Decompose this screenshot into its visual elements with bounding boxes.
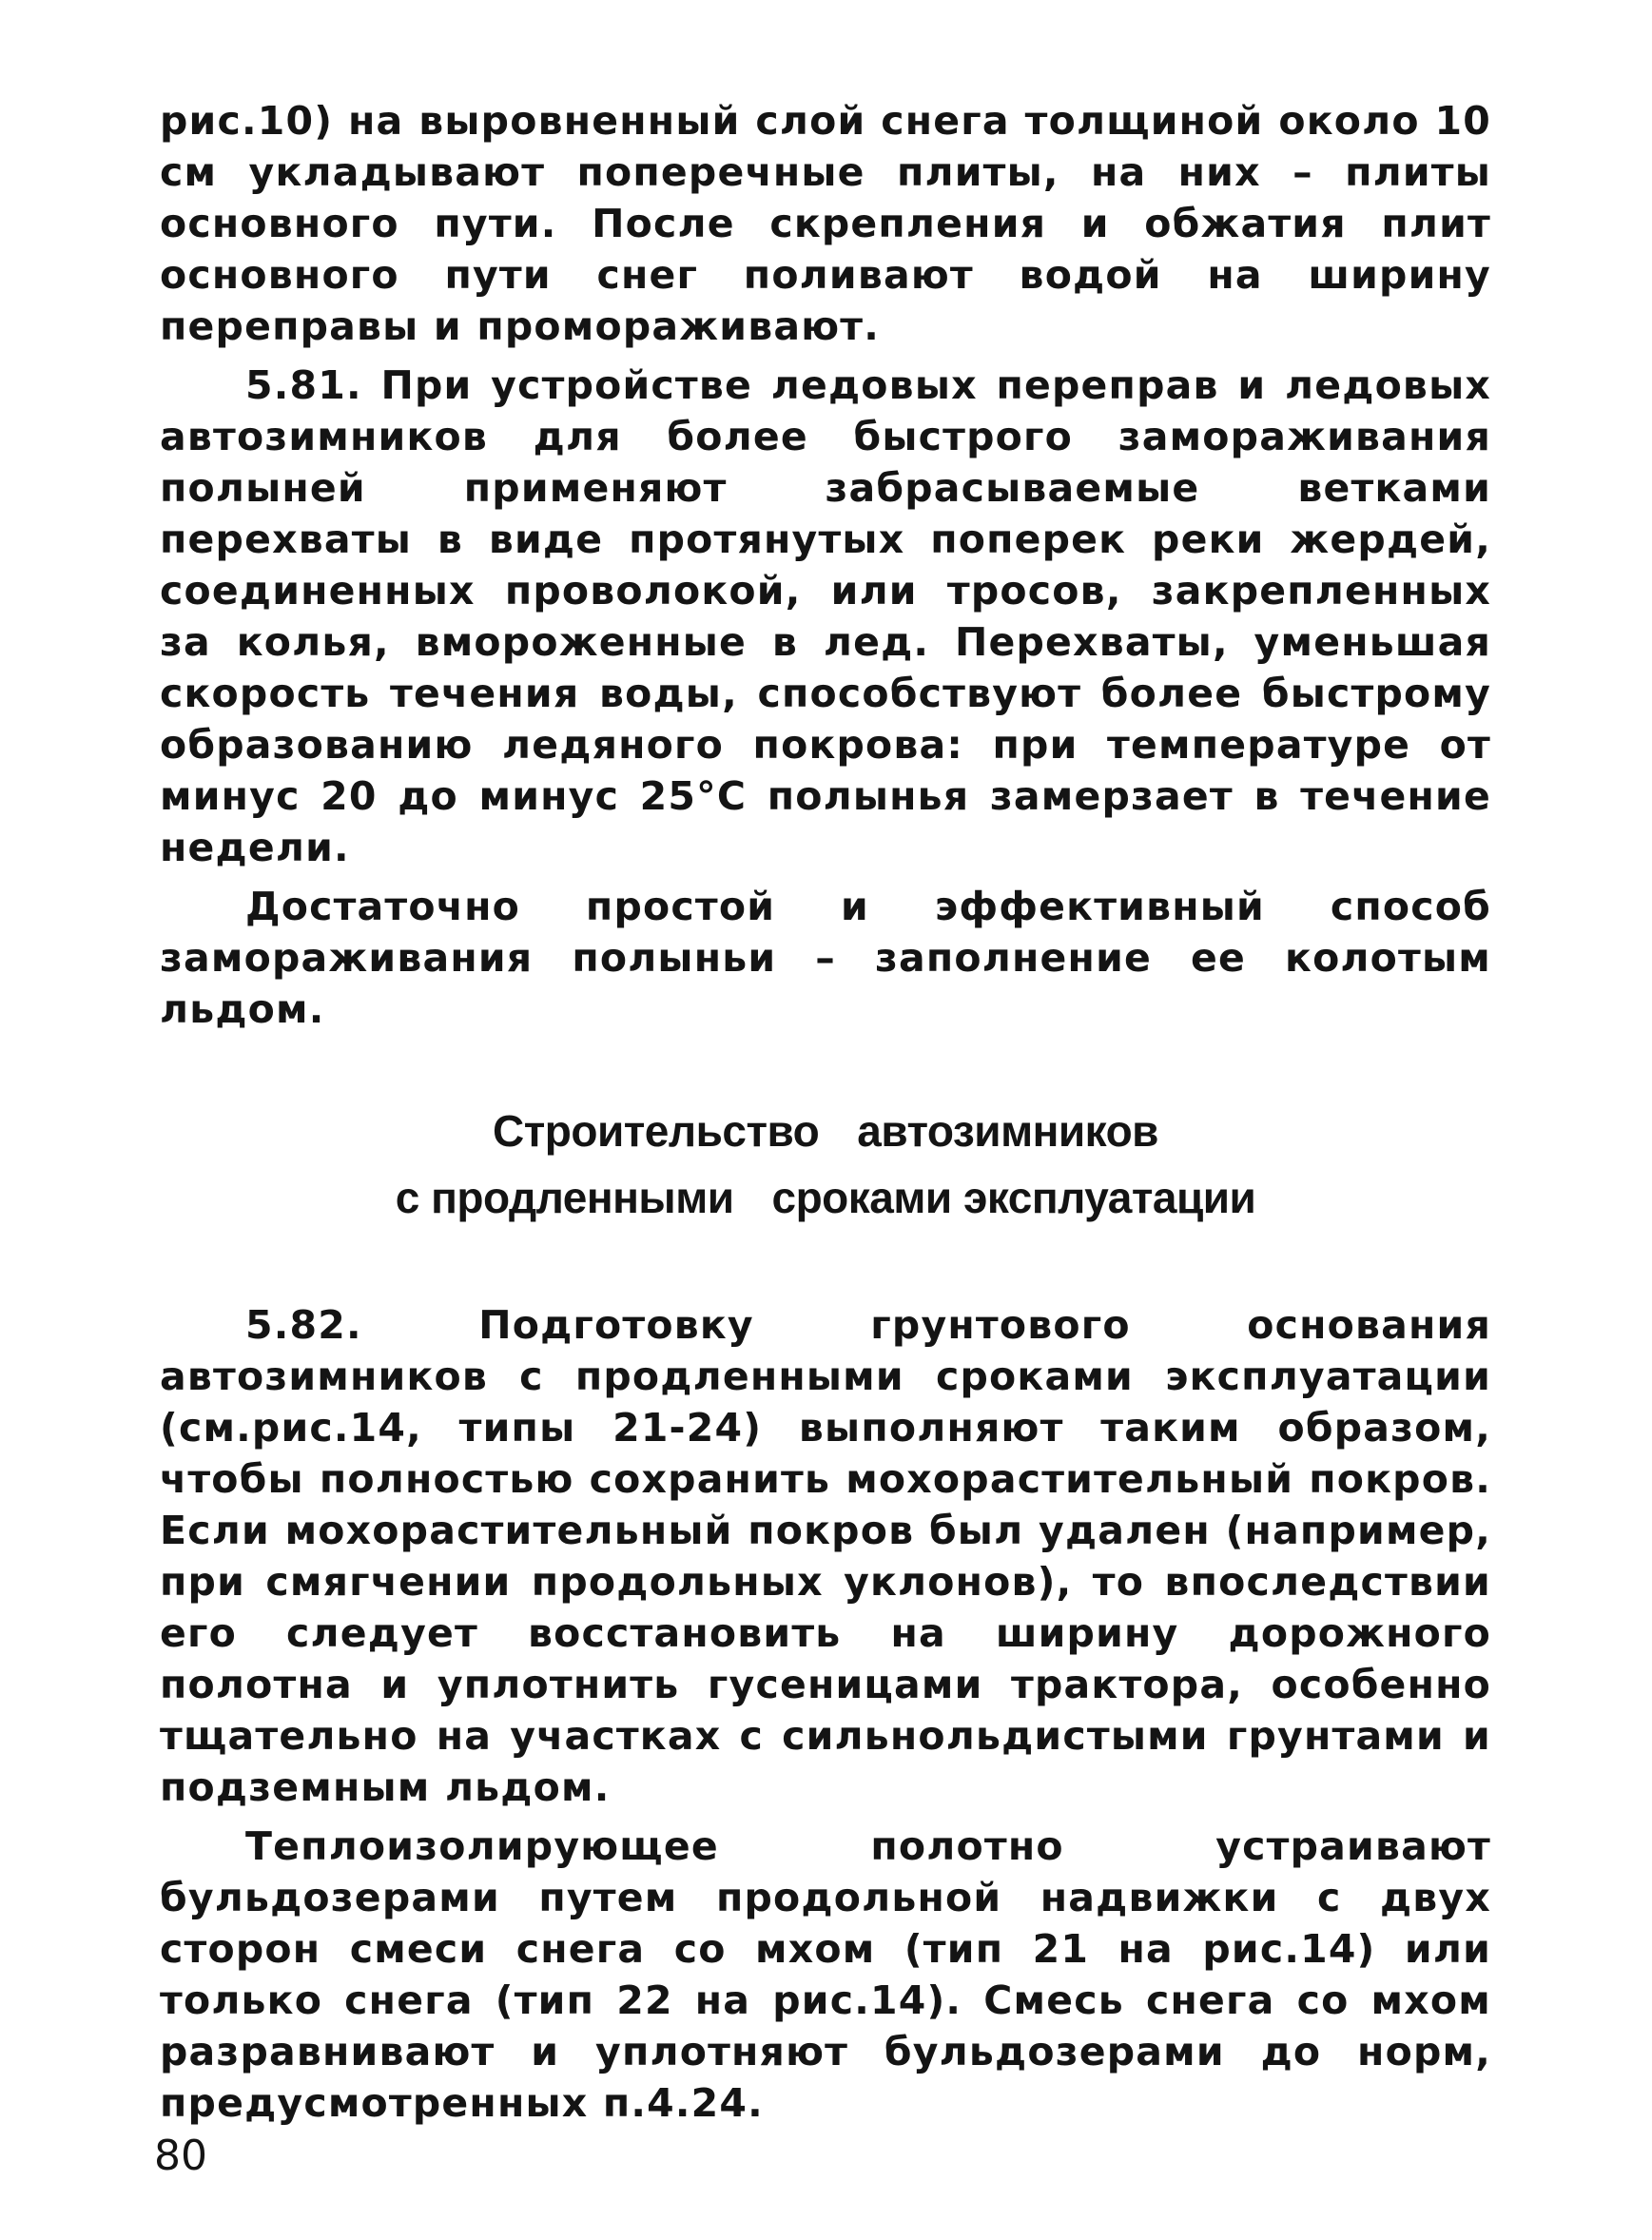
section-heading-part-3: с продленными — [395, 1173, 734, 1222]
paragraph-continued: рис.10) на выровненный слой снега толщиной около 10 см укладывают поперечные плиты, на них – плиты основного пути. После скрепления и обжатия плит основного пути снег поливают водой на ширину переправы и проморaживают. — [160, 98, 1491, 349]
paragraph-freezing-method: Достаточно простой и эффективный способ замораживания полыньи – заполнение ее колотым льдом. — [160, 884, 1491, 1032]
page-number: 80 — [154, 2132, 207, 2180]
section-heading-line-2 — [160, 1164, 1491, 1231]
section-heading — [160, 1098, 1491, 1231]
paragraph-5-81: 5.81. При устройстве ледовых переправ и ледовых автозимников для более быстрого замораживания полыней применяют забрасываемые ветками перехваты в виде протянутых поперек реки жердей, соединенных проволокой, или тросов, закрепленных за колья, вмороженные в лед. Перехваты, уменьшая скорость течения воды, способствуют более быстрому образованию ледяного покрова: при температуре от минус 20 до минус 25°С полынья замерзает в течение недели. — [160, 362, 1491, 870]
paragraph-insulation: Теплоизолирующее полотно устраивают бульдозерами путем продольной надвижки с двух сторон смеси снега со мхом (тип 21 на рис.14) или только снега (тип 22 на рис.14). Смесь снега со мхом разравнивают и уплотняют бульдозерами до норм, предусмотренных п.4.24. — [160, 1823, 1491, 2126]
section-heading-word-1: Строительство — [493, 1106, 820, 1156]
page-body — [160, 95, 1491, 2129]
section-heading-word-2: автозимников — [857, 1106, 1158, 1156]
paragraph-5-82: 5.82. Подготовку грунтового основания автозимников с продленными сроками эксплуатации (см.рис.14, типы 21-24) выполняют таким образом, чтобы полностью сохранить мохорастительный покров. Если мохорастительный покров был удален (например, при смягчении продольных уклонов), то впоследствии его следует восстановить на ширину дорожного полотна и уплотнить гусеницами трактора, особенно тщательно на участках с сильнольдистыми грунтами и подземным льдом. — [160, 1302, 1491, 1810]
section-heading-part-4: сроками эксплуатации — [771, 1173, 1256, 1222]
section-heading-line-1 — [160, 1098, 1491, 1164]
